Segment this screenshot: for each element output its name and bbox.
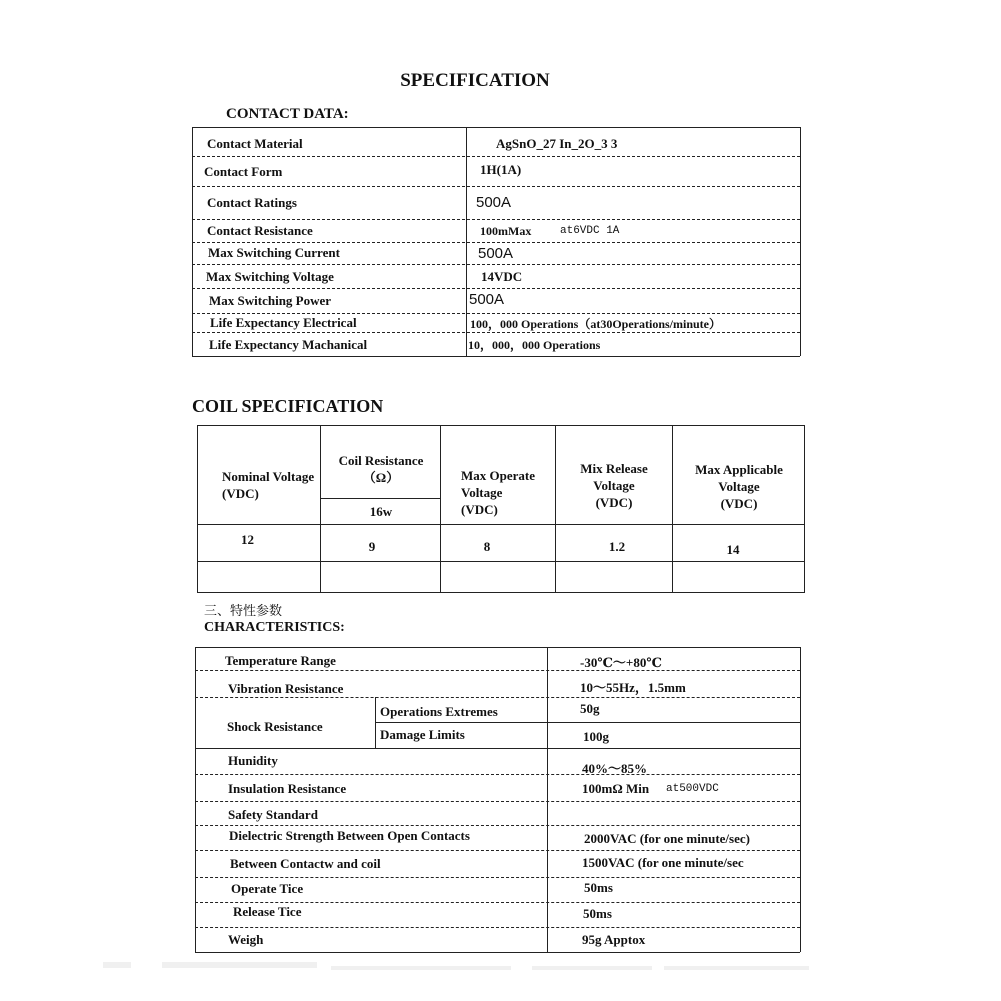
char-value-damage-limits: 100g: [583, 729, 609, 744]
contact-label: Contact Resistance: [207, 223, 313, 238]
value-release: 1.2: [608, 539, 626, 554]
char-label-humidity: Hunidity: [228, 753, 278, 768]
char-value-dielectric: 2000VAC (for one minute/sec): [584, 831, 750, 846]
contact-value: 100mMax: [480, 224, 532, 238]
contact-label: Max Switching Voltage: [206, 269, 334, 284]
char-label-shock: Shock Resistance: [227, 719, 323, 734]
header-release: Mix Release Voltage (VDC): [580, 461, 648, 510]
char-value-weigh: 95g Apptox: [582, 932, 646, 947]
char-label-operate-time: Operate Tice: [231, 881, 304, 896]
contact-label: Contact Ratings: [207, 195, 297, 210]
char-label-vibration: Vibration Resistance: [228, 681, 344, 696]
scan-mark: [664, 966, 809, 970]
contact-label: Max Switching Power: [209, 293, 332, 308]
contact-value: 1H(1A): [480, 162, 522, 177]
header-max-operate: Max Operate Voltage (VDC): [461, 468, 536, 517]
char-value-temperature: -30℃～+80℃: [580, 655, 662, 670]
char-value-operations-extremes: 50g: [580, 701, 600, 716]
char-label-weigh: Weigh: [228, 932, 264, 947]
char-label-temperature: Temperature Range: [225, 653, 336, 668]
value-coil-resistance: 9: [368, 539, 376, 554]
contact-extra: at6VDC 1A: [560, 225, 620, 237]
scan-mark: [103, 962, 131, 968]
contact-value: 500A: [469, 291, 505, 308]
characteristics-cn-heading: 三、特性参数: [204, 604, 283, 619]
scan-mark: [162, 962, 317, 968]
scan-mark: [331, 966, 511, 970]
char-value-humidity: 40%～85%: [582, 761, 648, 776]
header-nominal-voltage: Nominal Voltage (VDC): [222, 469, 315, 501]
contact-value: 100，000 Operations（at30Operations/minute）: [470, 317, 721, 331]
contact-value: 500A: [476, 194, 512, 211]
char-label-dielectric: Dielectric Strength Between Open Contacts: [229, 828, 470, 843]
char-value-vibration: 10～55Hz，1.5mm: [580, 680, 686, 695]
contact-label: Contact Material: [207, 136, 303, 151]
contact-value: 14VDC: [481, 269, 523, 284]
characteristics-heading: CHARACTERISTICS:: [204, 620, 345, 635]
coil-spec-heading: COIL SPECIFICATION: [192, 396, 384, 416]
header-coil-resistance-sub: 16w: [369, 504, 393, 519]
char-label-release-time: Release Tice: [233, 904, 302, 919]
char-value-release-time: 50ms: [583, 906, 612, 921]
char-value-insulation: 100mΩ Min: [582, 781, 650, 796]
char-value-between: 1500VAC (for one minute/sec: [582, 855, 744, 870]
contact-value: 10，000，000 Operations: [468, 338, 601, 352]
contact-label: Max Switching Current: [208, 245, 340, 260]
header-max-applicable: Max Applicable Voltage (VDC): [695, 462, 783, 511]
contact-label: Life Expectancy Electrical: [210, 315, 357, 330]
char-value-operate-time: 50ms: [584, 880, 613, 895]
char-label-operations-extremes: Operations Extremes: [380, 704, 498, 719]
scan-mark: [532, 966, 652, 970]
value-nominal-voltage: 12: [241, 532, 254, 547]
char-label-safety: Safety Standard: [228, 807, 318, 822]
contact-label: Contact Form: [204, 164, 283, 179]
value-applicable: 14: [726, 542, 740, 557]
contact-value: 500A: [478, 245, 514, 262]
header-coil-resistance: Coil Resistance （Ω）: [338, 453, 424, 485]
page-title: SPECIFICATION: [400, 70, 550, 91]
char-label-between: Between Contactw and coil: [230, 856, 381, 871]
value-operate: 8: [483, 539, 491, 554]
char-label-damage-limits: Damage Limits: [380, 727, 465, 742]
contact-data-heading: CONTACT DATA:: [226, 106, 349, 122]
char-extra-insulation: at500VDC: [666, 783, 719, 795]
char-label-insulation: Insulation Resistance: [228, 781, 347, 796]
contact-label: Life Expectancy Machanical: [209, 337, 368, 352]
contact-value: AgSnO_27 In_2O_3 3: [496, 136, 618, 151]
